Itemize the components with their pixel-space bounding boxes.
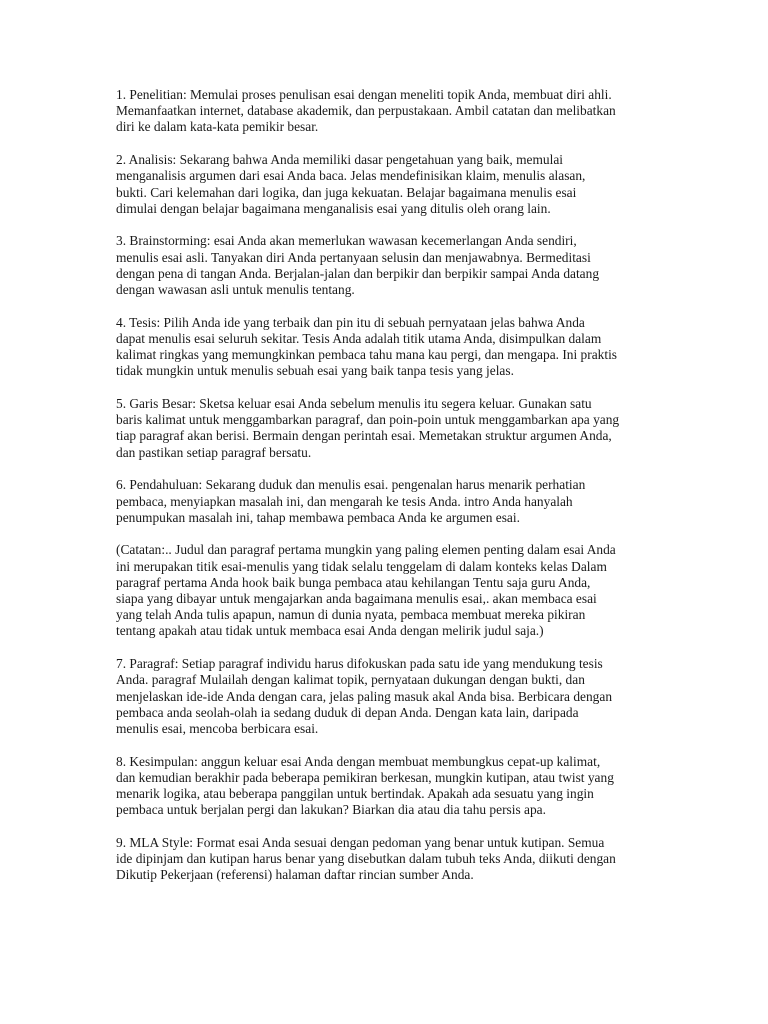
paragraph-analisis [116,152,656,217]
text-line: bukti. Cari kelemahan dari logika, dan juga kekuatan. Belajar bagaimana menulis esai [116,184,577,200]
document-body [116,87,656,900]
text-line: 3. Brainstorming: esai Anda akan memerlukan wawasan kecemerlangan Anda sendiri, [116,233,577,249]
text-line: tentang apakah atau tidak untuk membaca esai Anda dengan melirik judul saja.) [116,623,544,639]
paragraph-paragraf [116,656,656,737]
paragraph-penelitian [116,87,656,136]
text-line: yang telah Anda tulis apapun, namun di dunia nyata, pembaca membuat mereka pikiran [116,607,586,623]
text-line: dengan wawasan asli untuk menulis tentang. [116,282,355,298]
text-line: dimulai dengan belajar bagaimana menganalisis esai yang ditulis oleh orang lain. [116,200,551,216]
text-line: menarik logika, atau beberapa panggilan untuk bertindak. Apakah ada sesuatu yang ingin [116,786,594,802]
text-line: Dikutip Pekerjaan (referensi) halaman daftar rincian sumber Anda. [116,867,474,883]
text-line: 4. Tesis: Pilih Anda ide yang terbaik dan pin itu di sebuah pernyataan jelas bahwa Anda [116,314,585,330]
paragraph-catatan [116,542,656,639]
text-line: menulis esai, mencoba berbicara esai. [116,721,319,736]
paragraph-pendahuluan [116,477,656,526]
text-line: 5. Garis Besar: Sketsa keluar esai Anda sebelum menulis itu segera keluar. Gunakan satu [116,396,592,412]
paragraph-kesimpulan [116,754,656,819]
text-line: 6. Pendahuluan: Sekarang duduk dan menulis esai. pengenalan harus menarik perhatian [116,477,586,493]
paragraph-garis-besar [116,396,656,461]
text-line: pembaca, menyiapkan masalah ini, dan mengarah ke tesis Anda. intro Anda hanyalah [116,493,573,509]
text-line: 2. Analisis: Sekarang bahwa Anda memiliki dasar pengetahuan yang baik, memulai [116,152,563,168]
text-line: Memanfaatkan internet, database akademik, dan perpustakaan. Ambil catatan dan melibatkan [116,103,616,119]
paragraph-brainstorming [116,233,656,298]
text-line: ide dipinjam dan kutipan harus benar yang disebutkan dalam tubuh teks Anda, diikuti dengan [116,851,616,867]
text-line: ini merupakan titik esai-menulis yang tidak selalu tenggelam di dalam konteks kelas Dalam [116,558,607,574]
text-line: diri ke dalam kata-kata pemikir besar. [116,119,319,135]
text-line: Anda. paragraf Mulailah dengan kalimat topik, pernyataan dukungan dengan bukti, dan [116,672,585,688]
paragraph-mla-style [116,835,656,884]
text-line: dengan pena di tangan Anda. Berjalan-jalan dan berpikir dan berpikir sampai Anda datang [116,265,600,281]
text-line: 9. MLA Style: Format esai Anda sesuai dengan pedoman yang benar untuk kutipan. Semua [116,835,605,851]
text-line: baris kalimat untuk menggambarkan paragraf, dan poin-poin untuk menggambarkan apa yang [116,412,620,428]
text-line: (Catatan:.. Judul dan paragraf pertama mungkin yang paling elemen penting dalam esai Anda [116,542,616,558]
text-line: dapat menulis esai seluruh sekitar. Tesis Anda adalah titik utama Anda, disimpulkan dalam [116,330,602,346]
text-line: dan pastikan setiap paragraf bersatu. [116,444,312,460]
text-line: kalimat ringkas yang memungkinkan pembaca tahu mana kau pergi, dan mengapa. Ini praktis [116,347,618,363]
text-line: 7. Paragraf: Setiap paragraf individu harus difokuskan pada satu ide yang mendukung tesis [116,656,603,672]
text-line: menganalisis argumen dari esai Anda baca. Jelas mendefinisikan klaim, menulis alasan, [116,168,586,184]
text-line: menulis esai asli. Tanyakan diri Anda pertanyaan selusin dan menjawabnya. Bermeditasi [116,249,591,265]
text-line: 8. Kesimpulan: anggun keluar esai Anda dengan membuat membungkus cepat-up kalimat, [116,753,601,769]
text-line: siapa yang dibayar untuk mengajarkan anda bagaimana menulis esai,. akan membaca esai [116,591,597,607]
text-line: tiap paragraf akan berisi. Bermain dengan perintah esai. Memetakan struktur argumen Anda, [116,428,612,444]
text-line: menjelaskan ide-ide Anda dengan cara, jelas paling masuk akal Anda bisa. Berbicara dengan [116,688,613,704]
text-line: paragraf pertama Anda hook baik bunga pembaca atau kehilangan Tentu saja guru Anda, [116,574,591,590]
text-line: penumpukan masalah ini, tahap membawa pembaca Anda ke argumen esai. [116,509,520,525]
paragraph-tesis [116,315,656,380]
text-line: pembaca anda seolah-olah ia sedang duduk di depan Anda. Dengan kata lain, daripada [116,704,579,720]
text-line: 1. Penelitian: Memulai proses penulisan esai dengan meneliti topik Anda, membuat diri ahli. [116,87,612,102]
text-line: dan kemudian berakhir pada beberapa pemikiran berkesan, mungkin kutipan, atau twist yang [116,769,614,785]
text-line: tidak mungkin untuk menulis sebuah esai yang baik tanpa tesis yang jelas. [116,363,514,379]
text-line: pembaca untuk berjalan pergi dan lakukan? Biarkan dia atau dia tahu persis apa. [116,802,546,818]
